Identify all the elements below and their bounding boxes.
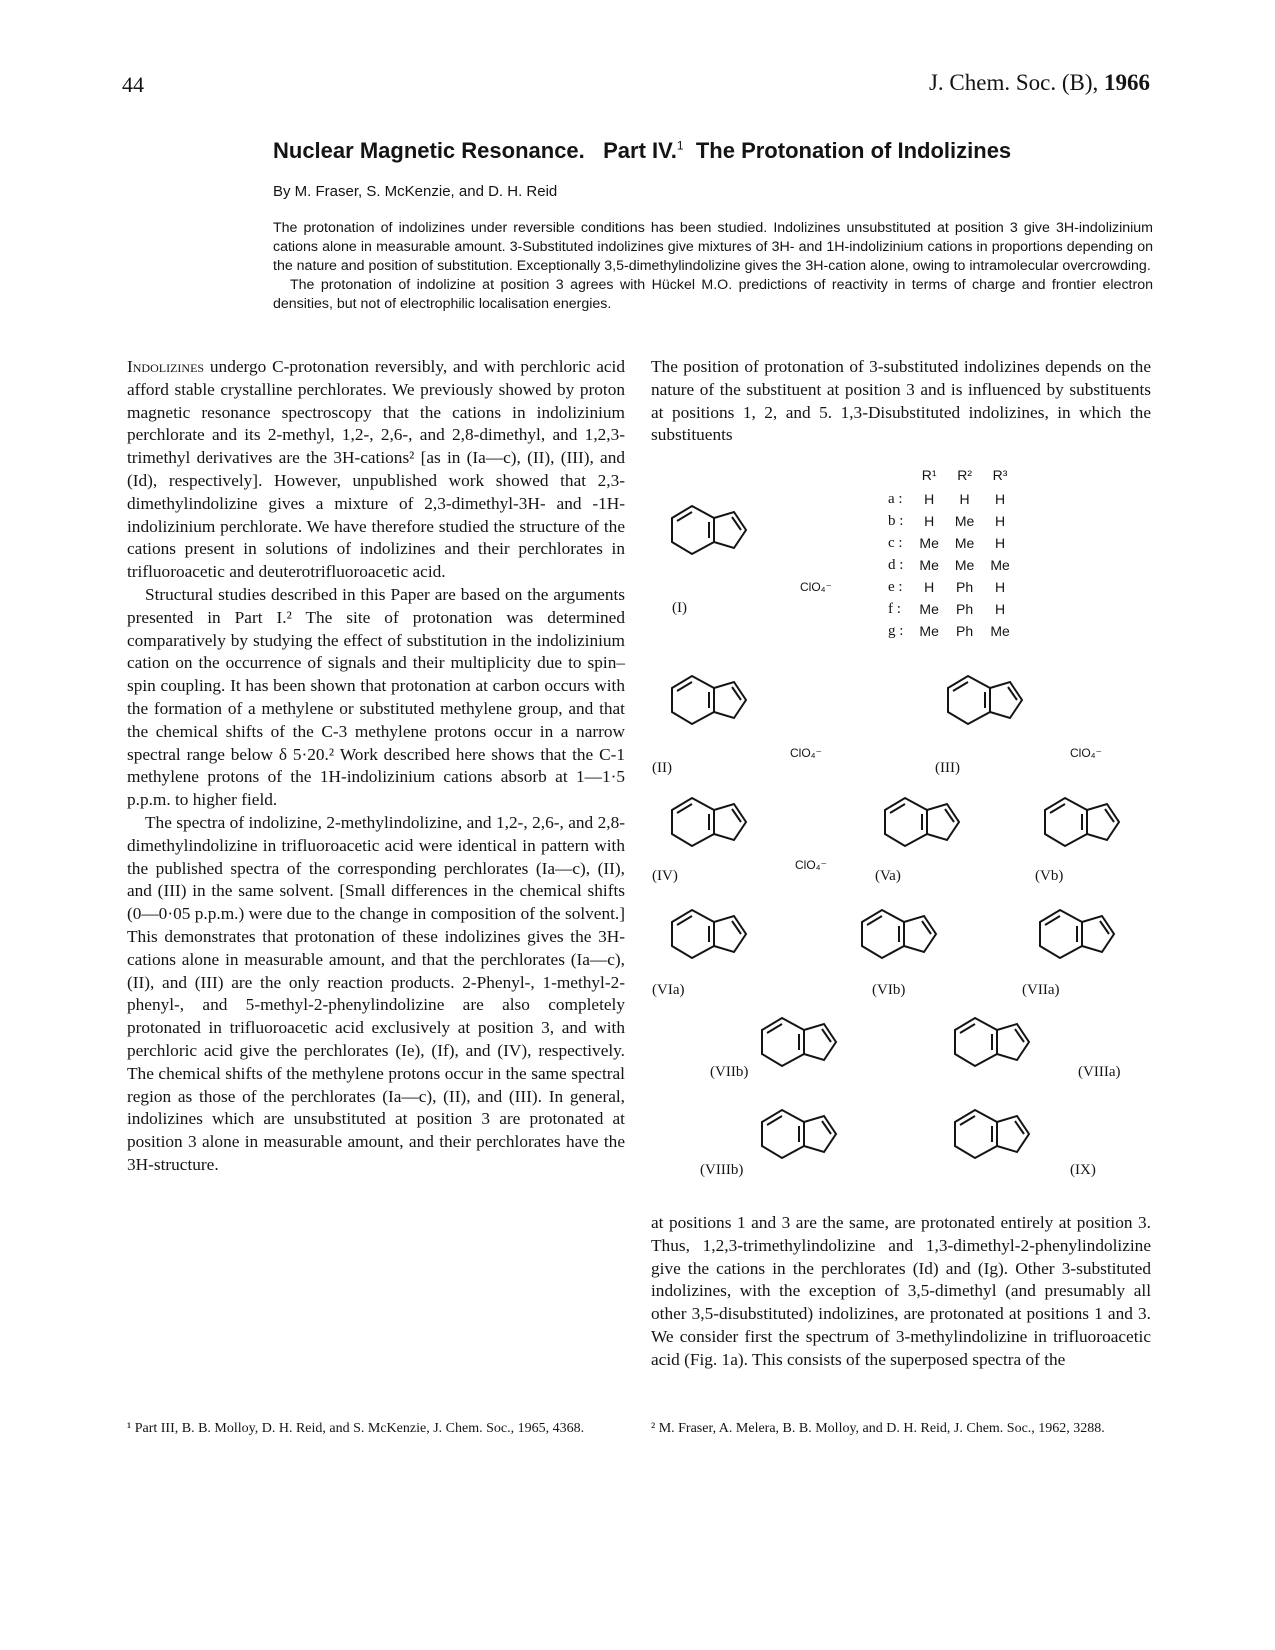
page-number: 44 [122, 72, 144, 97]
footnote-1: ¹ Part III, B. B. Molloy, D. H. Reid, and S. McKenzie, J. Chem. Soc., 1965, 4368. [127, 1421, 585, 1436]
perchlorate-II: ClO₄⁻ [790, 746, 822, 760]
journal-name: J. Chem. Soc. (B), [928, 70, 1104, 95]
perchlorate-III: ClO₄⁻ [1070, 746, 1102, 760]
lead-word: Indolizines [127, 357, 205, 376]
title-main: Nuclear Magnetic Resonance. [273, 138, 585, 163]
cell: Me [990, 623, 1010, 639]
cell: H [994, 579, 1006, 595]
cell: Me [954, 557, 975, 573]
abstract-paragraph-1: The protonation of indolizines under reversible conditions has been studied. Indolizines unsubstituted at position 3 give 3H-indolizinium cations alone in measurable amount. 3-Substituted indolizines give mixtures of 3H- and 1H-indolizinium cations in proportions depending on the nature and position of substitution. Exceptionally 3,5-dimethylindolizine gives the 3H-cation alone, owing to intramolecular overcrowding. [273, 220, 1153, 274]
cell: H [994, 601, 1006, 617]
cell: Me [919, 601, 939, 617]
label-II: (II) [652, 760, 672, 776]
header-r1: R¹ [921, 467, 937, 483]
label-Va: (Va) [875, 868, 901, 884]
structure-III [948, 676, 1022, 724]
cell: Me [919, 535, 939, 551]
title-part: Part IV. [603, 138, 677, 163]
row-key: e : [888, 578, 903, 595]
footnote-2: ² M. Fraser, A. Melera, B. B. Molloy, and D. H. Reid, J. Chem. Soc., 1962, 3288. [651, 1421, 1105, 1436]
cell: H [924, 579, 935, 595]
row-key: b : [888, 512, 904, 529]
label-VIIIb: (VIIIb) [700, 1162, 744, 1178]
abstract-paragraph-2: The protonation of indolizine at position 3 agrees with Hückel M.O. predictions of reactivity in terms of charge and frontier electron densities, but not of electrophilic localisation energies. [273, 277, 1153, 312]
label-IV: (IV) [652, 868, 678, 884]
cell: H [994, 535, 1006, 551]
label-VIIIa: (VIIIa) [1078, 1064, 1121, 1080]
structure-VIb [862, 910, 936, 958]
label-Vb: (Vb) [1035, 868, 1064, 884]
cell: H [994, 491, 1006, 507]
structure-VIIIb [762, 1110, 836, 1158]
cell: Me [954, 535, 975, 551]
row-key: c : [888, 534, 903, 551]
label-VIa: (VIa) [652, 982, 685, 998]
structure-VIIIa [955, 1018, 1029, 1066]
structure-IV [672, 798, 746, 846]
structure-VIIb [762, 1018, 836, 1066]
cell: Me [919, 623, 939, 639]
cell: Ph [956, 623, 974, 639]
row-key: f : [888, 600, 901, 617]
structure-VIIa [1040, 910, 1114, 958]
structure-I [672, 506, 746, 554]
body-paragraph-1-text: undergo C-protonation reversibly, and with perchloric acid afford stable crystalline perchlorates. We previously showed by proton magnetic resonance spectroscopy that the cations in indolizinium perchlorate and its 2-methyl, 1,2-, 2,6-, and 2,8-dimethyl, and 1,2,3-trimethyl derivatives are the 3H-cations² [as in (Ia—c), (II), (III), and (Id), respectively]. However, unpublished work showed that 2,3-dimethylindolizine gives a mixture of 2,3-dimethyl-3H- and -1H-indolizinium perchlorate. We have therefore studied the structure of the cations present in solutions of indolizines and their perchlorates in trifluoroacetic and deuterotrifluoroacetic acid. [127, 357, 625, 582]
cell: Me [919, 557, 939, 573]
label-I: (I) [672, 600, 687, 616]
title-subtitle: The Protonation of Indolizines [695, 138, 1012, 163]
perchlorate-IV: ClO₄⁻ [795, 858, 827, 872]
body-paragraph-3: The spectra of indolizine, 2-methylindolizine, and 1,2-, 2,6-, and 2,8-dimethylindolizine in trifluoroacetic acid were identical in pattern with the published spectra of the corresponding perchlorates (Ia—c), (II), and (III) in the same solvent. [Small differences in the chemical shifts (0—0·05 p.p.m.) were due to the change in composition of the solvent.] This demonstrates that protonation of these indolizines gives the 3H-cations alone in measurable amount, and that the perchlorates (Ia—c), (II), and (III) are the only reaction products. 2-Phenyl-, 1-methyl-2-phenyl-, and 5-methyl-2-phenylindolizine are also completely protonated in trifluoroacetic acid exclusively at position 3, and with perchloric acid give the perchlorates (Ie), (If), and (IV), respectively. The chemical shifts of the methylene protons occur in the same spectral region as those of the perchlorates (Ia—c), (II), and (III). In general, indolizines which are unsubstituted at position 3 are protonated at position 3 alone in measurable amount, and their perchlorates have the 3H-structure. [127, 812, 625, 1174]
cell: Ph [956, 579, 974, 595]
journal-year: 1966 [1104, 70, 1150, 95]
structure-Va [885, 798, 959, 846]
header-r2: R² [957, 467, 972, 483]
perchlorate-I: ClO₄⁻ [800, 580, 832, 594]
right-column-bottom [651, 1212, 1151, 1372]
cell: H [924, 491, 935, 507]
structure-II [672, 676, 746, 724]
label-VIIb: (VIIb) [710, 1064, 749, 1080]
structure-VIa [672, 910, 746, 958]
row-key: d : [888, 556, 904, 573]
header-r3: R³ [992, 467, 1008, 483]
row-key: g : [888, 622, 904, 639]
cell: Ph [956, 601, 974, 617]
cell: Me [990, 557, 1010, 573]
row-key: a : [888, 490, 903, 507]
cell: Me [954, 513, 975, 529]
author-line: By M. Fraser, S. McKenzie, and D. H. Reid [273, 183, 558, 200]
right-paragraph-2: at positions 1 and 3 are the same, are protonated entirely at position 3. Thus, 1,2,3-trimethylindolizine and 1,3-dimethyl-2-phenylindolizine give the cations in the perchlorates (Id) and (Ig). Other 3-substituted indolizines, with the exception of 3,5-dimethyl (and presumably all other 3,5-disubstituted) indolizines, are protonated at positions 1 and 3. We consider first the spectrum of 3-methylindolizine in trifluoroacetic acid (Fig. 1a). This consists of the superposed spectra of the [651, 1213, 1151, 1369]
right-paragraph-1: The position of protonation of 3-substituted indolizines depends on the nature of the substituent at position 3 and is influenced by substituents at positions 1, 2, and 5. 1,3-Disubstituted indolizines, in which the substituents [651, 357, 1151, 445]
title-part-ref: 1 [676, 138, 684, 153]
cell: H [924, 513, 935, 529]
label-IX: (IX) [1070, 1162, 1096, 1178]
label-VIb: (VIb) [872, 982, 906, 998]
label-VIIa: (VIIa) [1022, 982, 1060, 998]
cell: H [959, 491, 970, 507]
label-III: (III) [935, 760, 960, 776]
cell: H [994, 513, 1006, 529]
structure-Vb [1045, 798, 1119, 846]
body-paragraph-2: Structural studies described in this Paper are based on the arguments presented in Part I.² The site of protonation was determined comparatively by studying the effect of substitution in the indolizinium cation on the occurrence of signals and their multiplicity due to spin–spin coupling. It has been shown that protonation at carbon occurs with the formation of a methylene or substituted methylene group, and that the chemical shifts of the C-3 methylene protons occur in a narrow spectral range below δ 5·20.² Work described here shows that the C-1 methylene protons of the 1H-indolizinium cations absorb at 1—1·5 p.p.m. to higher field. [127, 584, 625, 810]
structure-IX [955, 1110, 1029, 1158]
